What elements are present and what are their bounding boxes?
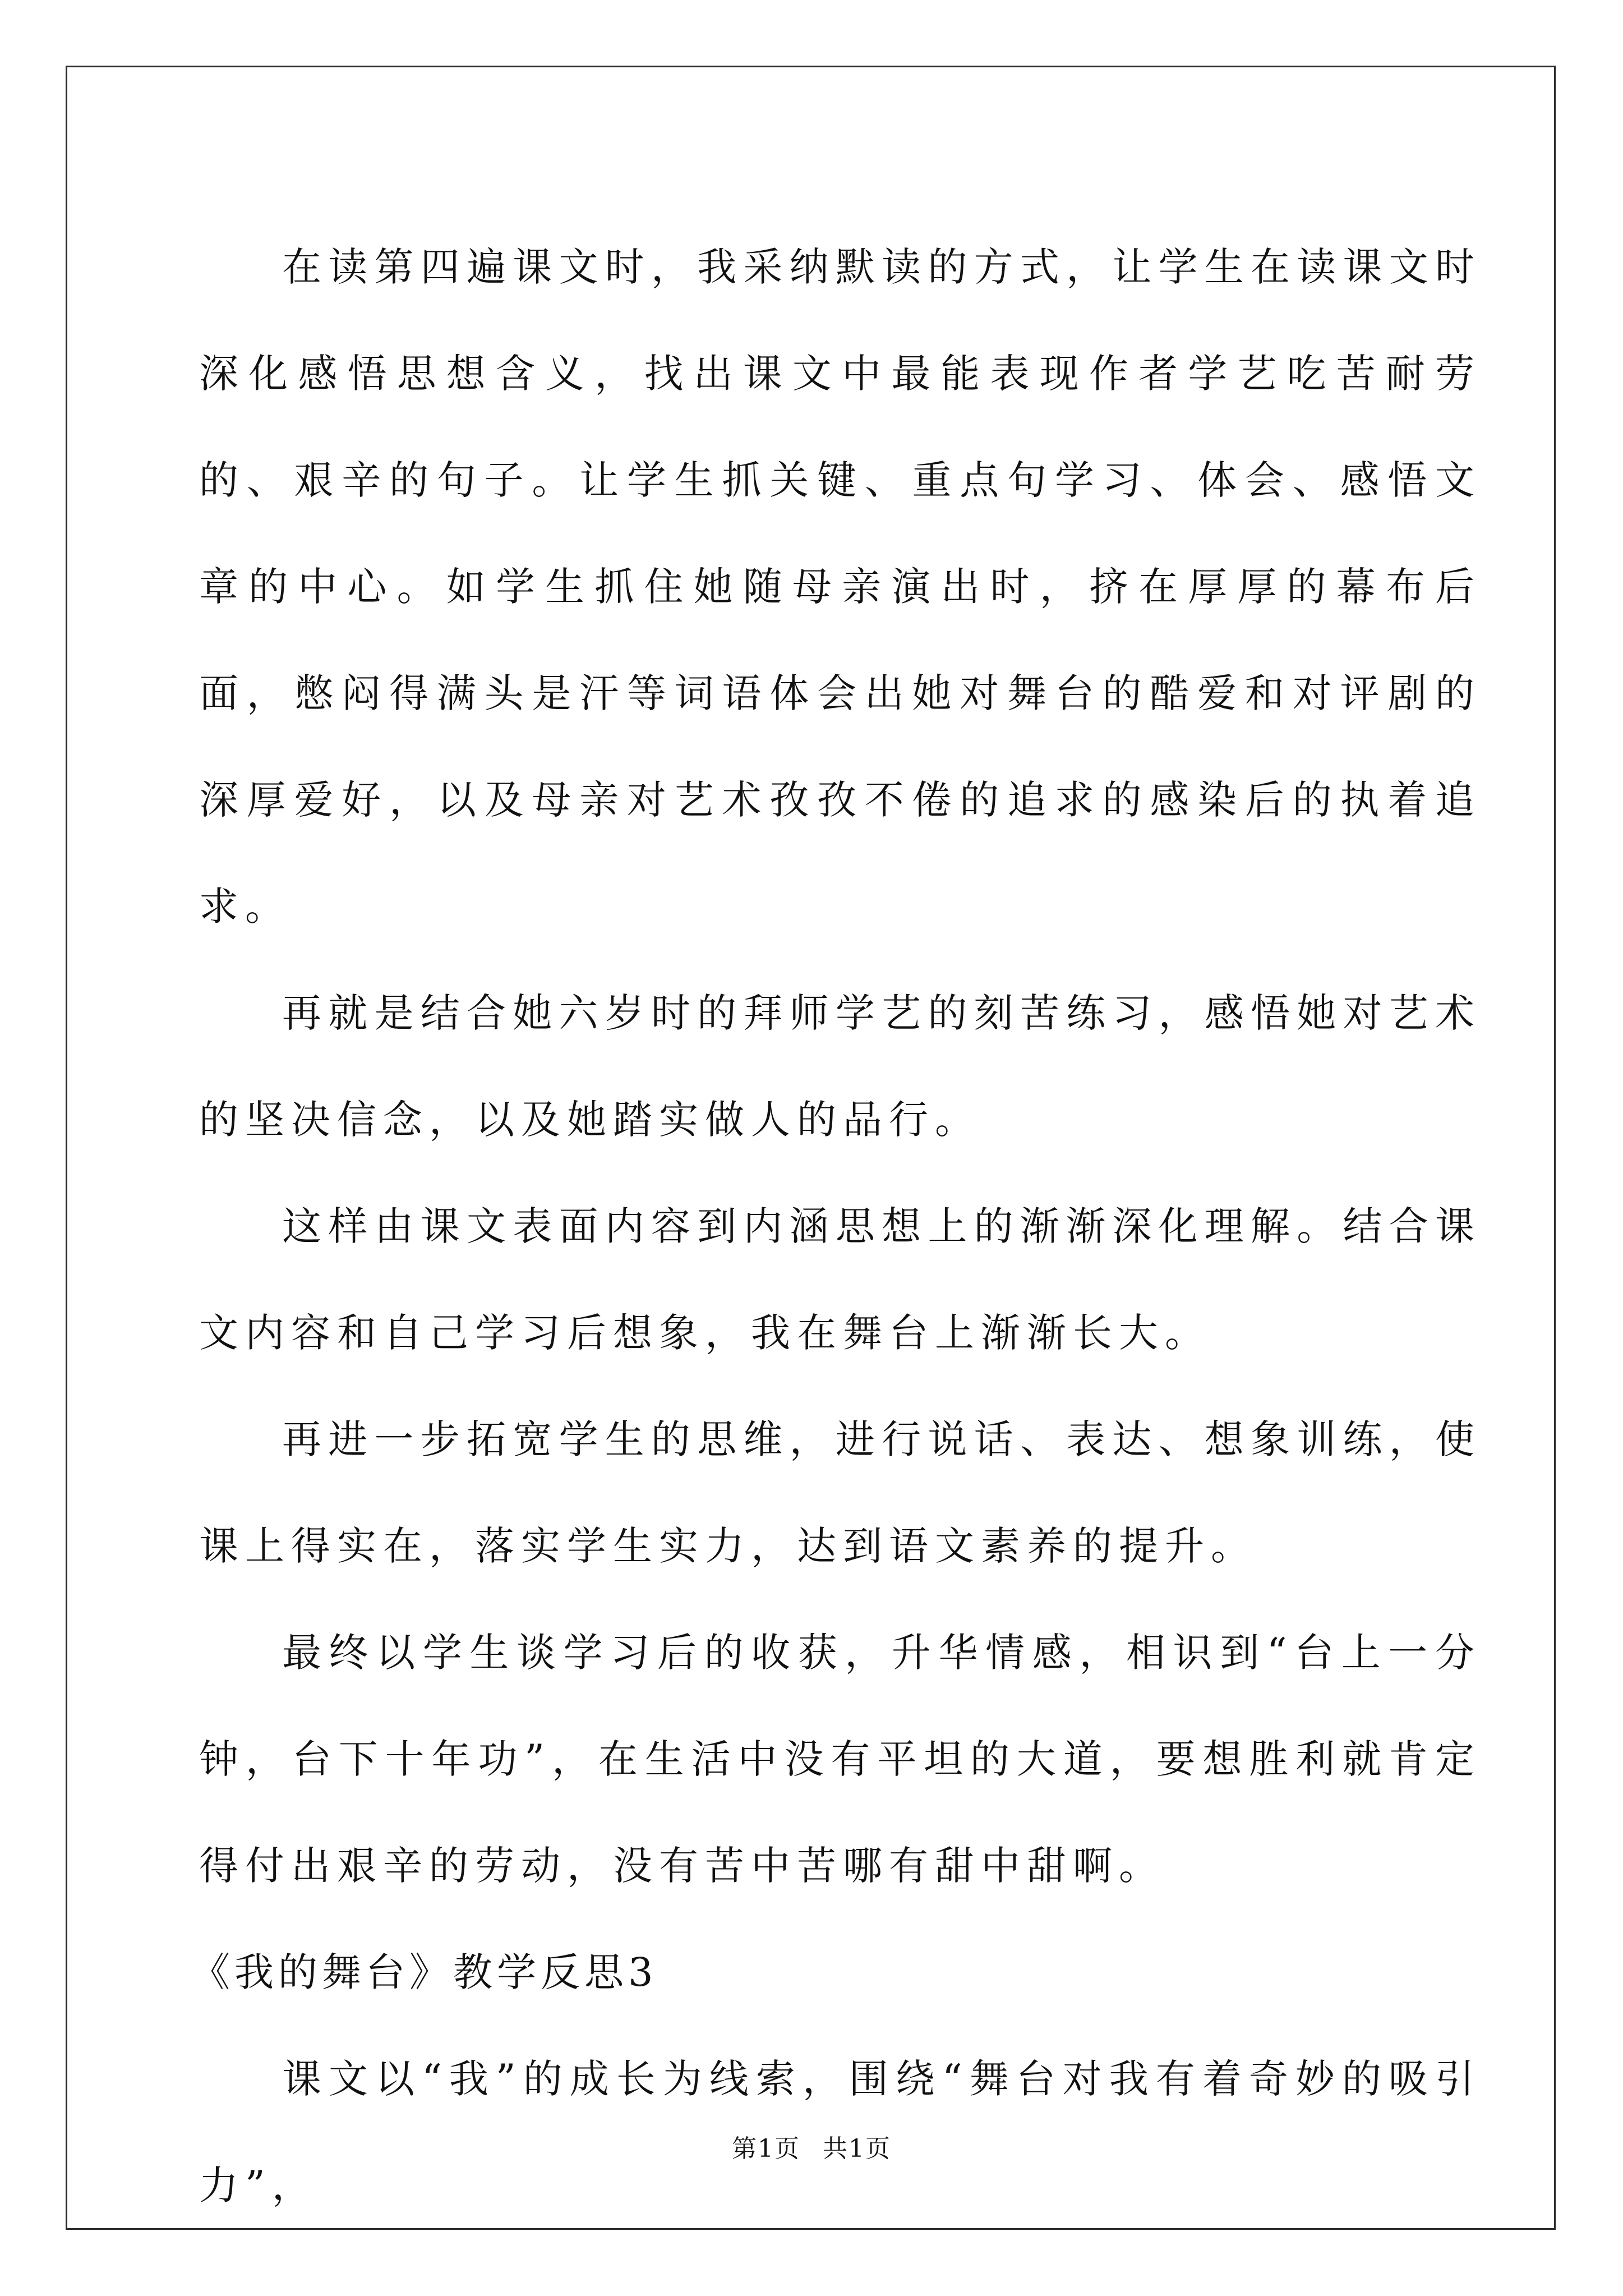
paragraph-reading-method: 在读第四遍课文时，我采纳默读的方式，让学生在读课文时深化感悟思想含义，找出课文中最能表现作者学艺吃苦耐劳的、艰辛的句子。让学生抓关键、重点句学习、体会、感悟文章的中心。如学生抓住她随母亲演出时，挤在厚厚的幕布后面，憋闷得满头是汗等词语体会出她对舞台的酷爱和对评剧的深厚爱好，以及母亲对艺术孜孜不倦的追求的感染后的执着追求。	[199, 244, 1481, 930]
page-number: 第1页	[732, 2134, 800, 2163]
paragraph-practice: 再就是结合她六岁时的拜师学艺的刻苦练习，感悟她对艺术的坚决信念，以及她踏实做人的品行。	[199, 990, 1481, 1143]
paragraph-training: 再进一步拓宽学生的思维，进行说话、表达、想象训练，使课上得实在，落实学生实力，达到语文素养的提升。	[199, 1416, 1481, 1569]
paragraph-conclusion: 最终以学生谈学习后的收获，升华情感，相识到“台上一分钟，台下十年功”，在生活中没有平坦的大道，要想胜利就肯定得付出艰辛的劳动，没有苦中苦哪有甜中甜啊。	[199, 1630, 1481, 1889]
paragraph-understanding: 这样由课文表面内容到内涵思想上的渐渐深化理解。结合课文内容和自己学习后想象，我在舞台上渐渐长大。	[199, 1203, 1481, 1356]
paragraph-intro: 课文以“我”的成长为线索，围绕“舞台对我有着奇妙的吸引力”，	[199, 2056, 1481, 2208]
section-heading: 《我的舞台》教学反思3	[191, 1949, 658, 1995]
document-body	[191, 214, 1481, 2239]
page-total: 共1页	[823, 2134, 891, 2163]
page-footer	[0, 2132, 1623, 2166]
